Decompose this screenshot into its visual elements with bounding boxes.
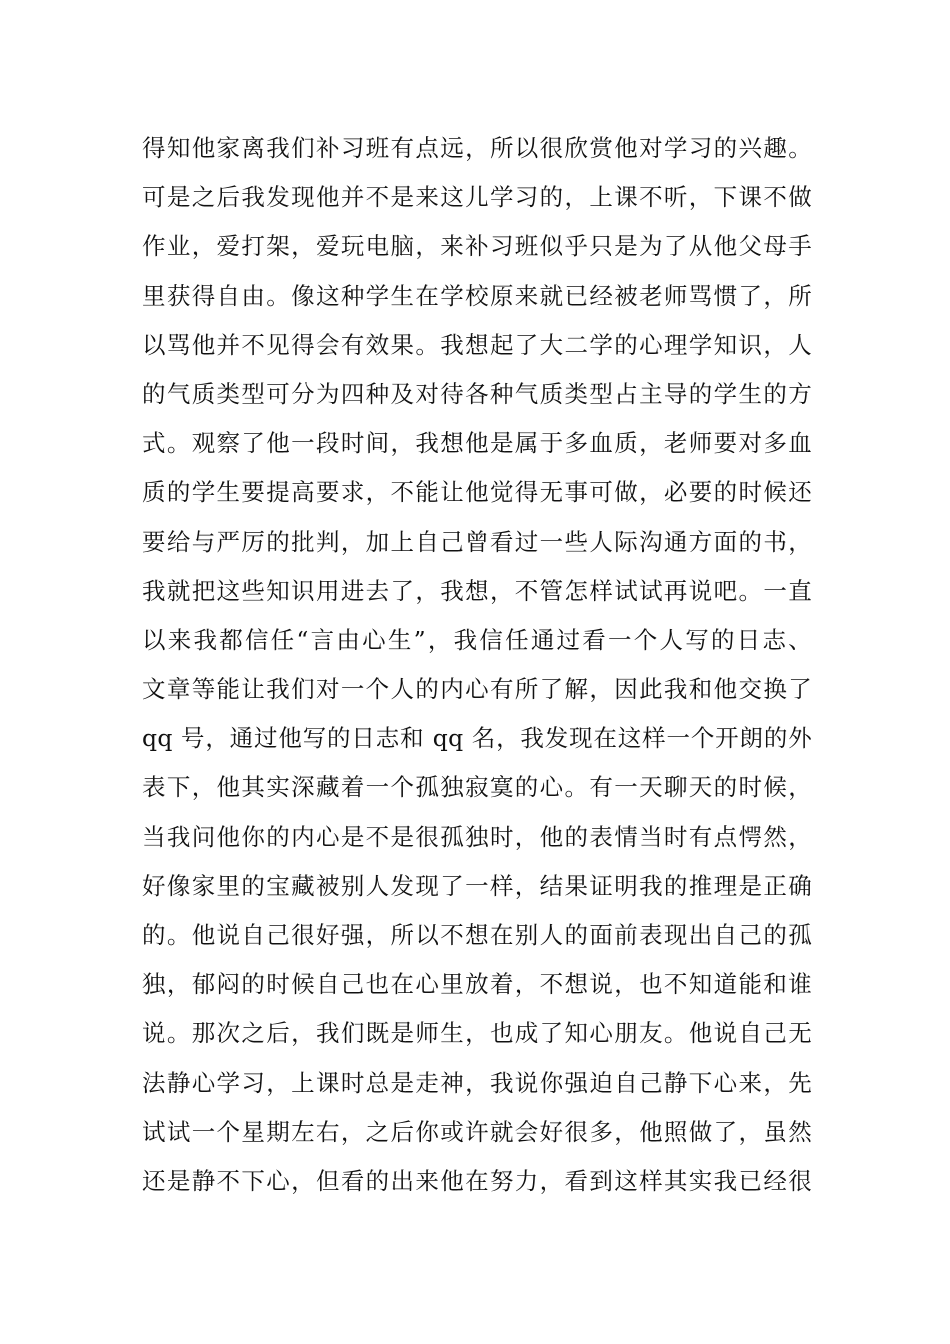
text-line-9: 要给与严厉的批判，加上自己曾看过一些人际沟通方面的书， bbox=[142, 527, 812, 556]
text-line-18: 独，郁闷的时候自己也在心里放着，不想说，也不知道能和谁 bbox=[142, 970, 812, 999]
text-line-12: 文章等能让我们对一个人的内心有所了解，因此我和他交换了 bbox=[142, 675, 812, 704]
text-line-14: 表下，他其实深藏着一个孤独寂寞的心。有一天聊天的时候， bbox=[142, 773, 812, 802]
body-text bbox=[142, 124, 812, 1206]
text-line-15: 当我问他你的内心是不是很孤独时，他的表情当时有点愕然， bbox=[142, 822, 812, 851]
text-line-17: 的。他说自己很好强，所以不想在别人的面前表现出自己的孤 bbox=[142, 921, 812, 949]
text-line-10: 我就把这些知识用进去了，我想，不管怎样试试再说吧。一直 bbox=[142, 576, 812, 605]
text-line-4: 里获得自由。像这种学生在学校原来就已经被老师骂惯了，所 bbox=[142, 281, 812, 310]
text-line-21: 试试一个星期左右，之后你或许就会好很多，他照做了，虽然 bbox=[142, 1117, 812, 1146]
text-line-13: qq 号，通过他写的日志和 qq 名，我发现在这样一个开朗的外 bbox=[142, 724, 812, 753]
text-line-16: 好像家里的宝藏被别人发现了一样，结果证明我的推理是正确 bbox=[142, 871, 812, 900]
text-line-1: 得知他家离我们补习班有点远，所以很欣赏他对学习的兴趣。 bbox=[142, 134, 812, 162]
text-line-3: 作业，爱打架，爱玩电脑，来补习班似乎只是为了从他父母手 bbox=[142, 232, 812, 261]
text-line-5: 以骂他并不见得会有效果。我想起了大二学的心理学知识，人 bbox=[142, 330, 812, 359]
text-line-20: 法静心学习，上课时总是走神，我说你强迫自己静下心来，先 bbox=[142, 1068, 812, 1097]
text-line-7: 式。观察了他一段时间，我想他是属于多血质，老师要对多血 bbox=[142, 429, 812, 458]
text-line-19: 说。那次之后，我们既是师生，也成了知心朋友。他说自己无 bbox=[142, 1019, 812, 1048]
text-line-11: 以来我都信任“言由心生”，我信任通过看一个人写的日志、 bbox=[142, 625, 812, 654]
text-line-8: 质的学生要提高要求，不能让他觉得无事可做，必要的时候还 bbox=[142, 478, 812, 507]
text-line-22: 还是静不下心，但看的出来他在努力，看到这样其实我已经很 bbox=[142, 1166, 812, 1195]
text-line-6: 的气质类型可分为四种及对待各种气质类型占主导的学生的方 bbox=[142, 379, 812, 408]
text-line-2: 可是之后我发现他并不是来这儿学习的，上课不听，下课不做 bbox=[142, 183, 812, 212]
